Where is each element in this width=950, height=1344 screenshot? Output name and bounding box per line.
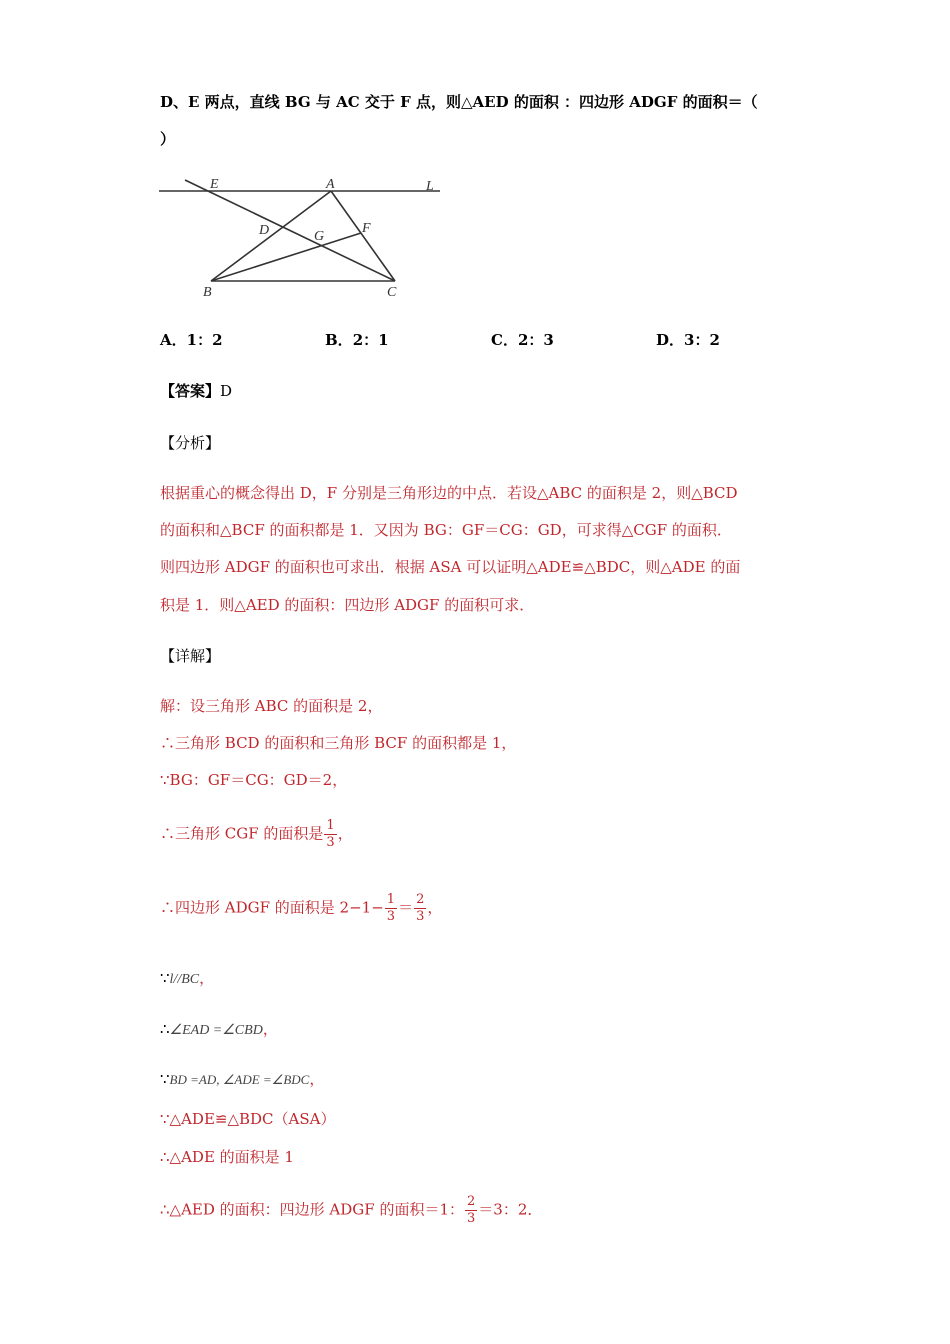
analysis-line-3: 则四边形 ADGF 的面积也可求出．根据 ASA 可以证明△ADE≌△BDC，则△ADE 的面 [160, 558, 741, 576]
label-f: F [362, 221, 371, 236]
fraction-denominator: 3 [386, 909, 396, 924]
fraction-one-third [324, 818, 336, 851]
fraction-denominator: 3 [467, 1211, 476, 1226]
label-e: E [210, 177, 219, 192]
detail-step-10: ∴△ADE 的面积是 1 [160, 1148, 294, 1166]
question-line-2: ） [160, 130, 176, 148]
label-c: C [387, 285, 397, 300]
option-c-letter: C． [491, 331, 518, 349]
detail-step-8 [160, 1068, 324, 1089]
fraction-numerator: 1 [326, 818, 335, 833]
fraction-denominator: 3 [326, 835, 335, 850]
option-d [656, 329, 720, 350]
step11-text: ∴△AED 的面积：四边形 ADGF 的面积＝1： [160, 1200, 464, 1219]
analysis-line-1: 根据重心的概念得出 D，F 分别是三角形边的中点．若设△ABC 的面积是 2，则△BCD [160, 484, 738, 502]
formula-angles: ∠EAD =∠CBD [169, 1023, 263, 1038]
step11-post: ＝3：2． [478, 1200, 543, 1219]
detail-step-11 [160, 1194, 542, 1227]
label-d: D [259, 223, 270, 238]
detail-step-7 [160, 1018, 278, 1039]
step8-post: ， [309, 1070, 325, 1088]
option-a [160, 329, 223, 350]
step5-text: ∴四边形 ADGF 的面积是 2−1− [160, 898, 384, 917]
answer-tag: 【答案】 [160, 382, 221, 400]
because-symbol: ∵ [160, 969, 170, 987]
option-d-text: 3：2 [684, 331, 720, 349]
label-a: A [326, 177, 335, 192]
step7-post: ， [262, 1020, 278, 1038]
label-l: L [426, 179, 434, 194]
detail-step-2: ∴三角形 BCD 的面积和三角形 BCF 的面积都是 1， [160, 734, 517, 752]
detail-step-9: ∵△ADE≌△BDC（ASA） [160, 1110, 336, 1128]
label-b: B [203, 285, 212, 300]
option-a-letter: A． [160, 331, 187, 349]
fraction-numerator: 2 [416, 892, 425, 907]
question-line-1: D、E 两点，直线 BG 与 AC 交于 F 点，则△AED 的面积 ：四边形 ADGF 的面积＝（ [160, 93, 758, 111]
step6-post: ， [199, 969, 215, 987]
analysis-line-4: 积是 1．则△AED 的面积：四边形 ADGF 的面积可求． [160, 596, 535, 614]
detail-step-1: 解：设三角形 ABC 的面积是 2， [160, 697, 383, 715]
segment-ac [331, 191, 395, 281]
analysis-line-2: 的面积和△BCF 的面积都是 1．又因为 BG：GF＝CG：GD，可求得△CGF 的面积． [160, 521, 732, 539]
option-b-text: 2：1 [352, 331, 389, 349]
fraction-two-thirds [465, 1194, 477, 1227]
fraction-two-thirds [414, 892, 426, 925]
step4-post: ， [337, 824, 353, 843]
detail-step-5 [160, 892, 442, 925]
step5-post: ， [427, 898, 443, 917]
step5-mid: ＝ [398, 898, 414, 917]
segment-bf [211, 233, 361, 281]
answer-value: D [220, 382, 233, 400]
label-g: G [314, 229, 325, 244]
segment-ba [211, 191, 331, 281]
option-c [491, 329, 554, 350]
option-a-text: 1：2 [186, 331, 223, 349]
fraction-denominator: 3 [416, 909, 425, 924]
option-b-letter: B． [325, 331, 353, 349]
detail-step-6 [160, 967, 214, 988]
fraction-one-third [385, 892, 397, 925]
because-symbol: ∵ [160, 1070, 170, 1088]
detail-tag: 【详解】 [160, 647, 221, 665]
fraction-numerator: 2 [467, 1194, 476, 1209]
detail-step-4 [160, 818, 353, 851]
formula-parallel: l//BC [169, 972, 200, 987]
fraction-numerator: 1 [386, 892, 396, 907]
step4-text: ∴三角形 CGF 的面积是 [160, 824, 324, 843]
analysis-tag: 【分析】 [160, 434, 221, 452]
answer-line [160, 380, 232, 401]
therefore-symbol: ∴ [160, 1020, 170, 1038]
option-c-text: 2：3 [517, 331, 554, 349]
option-b [325, 329, 389, 350]
geometry-figure [150, 170, 450, 300]
option-d-letter: D． [656, 331, 685, 349]
detail-step-3: ∵BG：GF＝CG：GD＝2， [160, 771, 348, 789]
formula-sides-angles: BD =AD, ∠ADE =∠BDC [169, 1072, 310, 1087]
